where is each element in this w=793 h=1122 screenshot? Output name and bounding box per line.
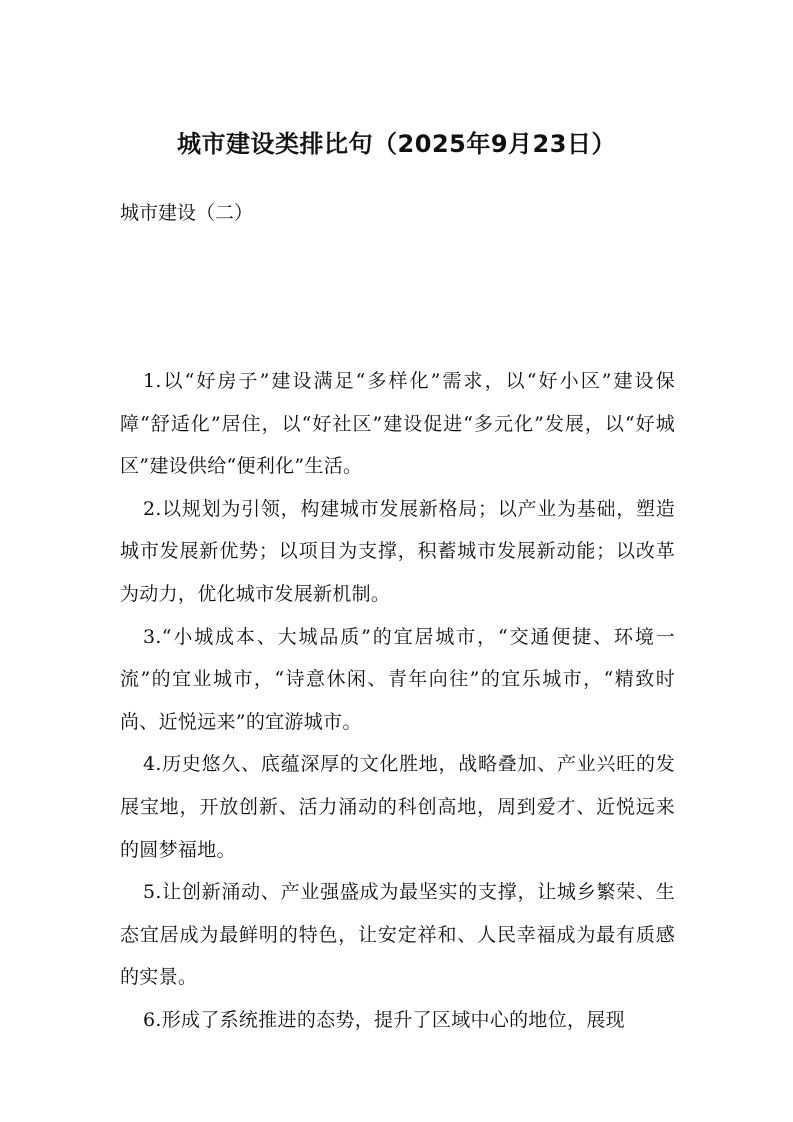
paragraph-2: 2.以规划为引领，构建城市发展新格局；以产业为基础，塑造城市发展新优势；以项目为支撑，积蓄城市发展新动能；以改革为动力，优化城市发展新机制。 (120, 497, 675, 605)
paragraph-4: 4.历史悠久、底蕴深厚的文化胜地，战略叠加、产业兴旺的发展宝地，开放创新、活力涌动的科创高地，周到爱才、近悦远来的圆梦福地。 (120, 753, 675, 861)
paragraph-1: 1.以“好房子”建设满足“多样化”需求，以“好小区”建设保障“舒适化”居住，以“好社区”建设促进“多元化”发展，以“好城区”建设供给“便利化”生活。 (120, 370, 675, 478)
document-body (120, 360, 675, 1042)
paragraph-6: 6.形成了系统推进的态势，提升了区域中心的地位，展现 (143, 1008, 625, 1031)
document-title: 城市建设类排比句（2025年9月23日） (177, 130, 616, 158)
paragraph-5: 5.让创新涌动、产业强盛成为最坚实的支撑，让城乡繁荣、生态宜居成为最鲜明的特色，让安定祥和、人民幸福成为最有质感的实景。 (120, 881, 675, 989)
document-subtitle: 城市建设（二） (120, 202, 254, 224)
paragraph-3: 3.“小城成本、大城品质”的宜居城市，“交通便捷、环境一流”的宜业城市，“诗意休闲、青年向往”的宜乐城市，“精致时尚、近悦远来”的宜游城市。 (120, 625, 675, 733)
